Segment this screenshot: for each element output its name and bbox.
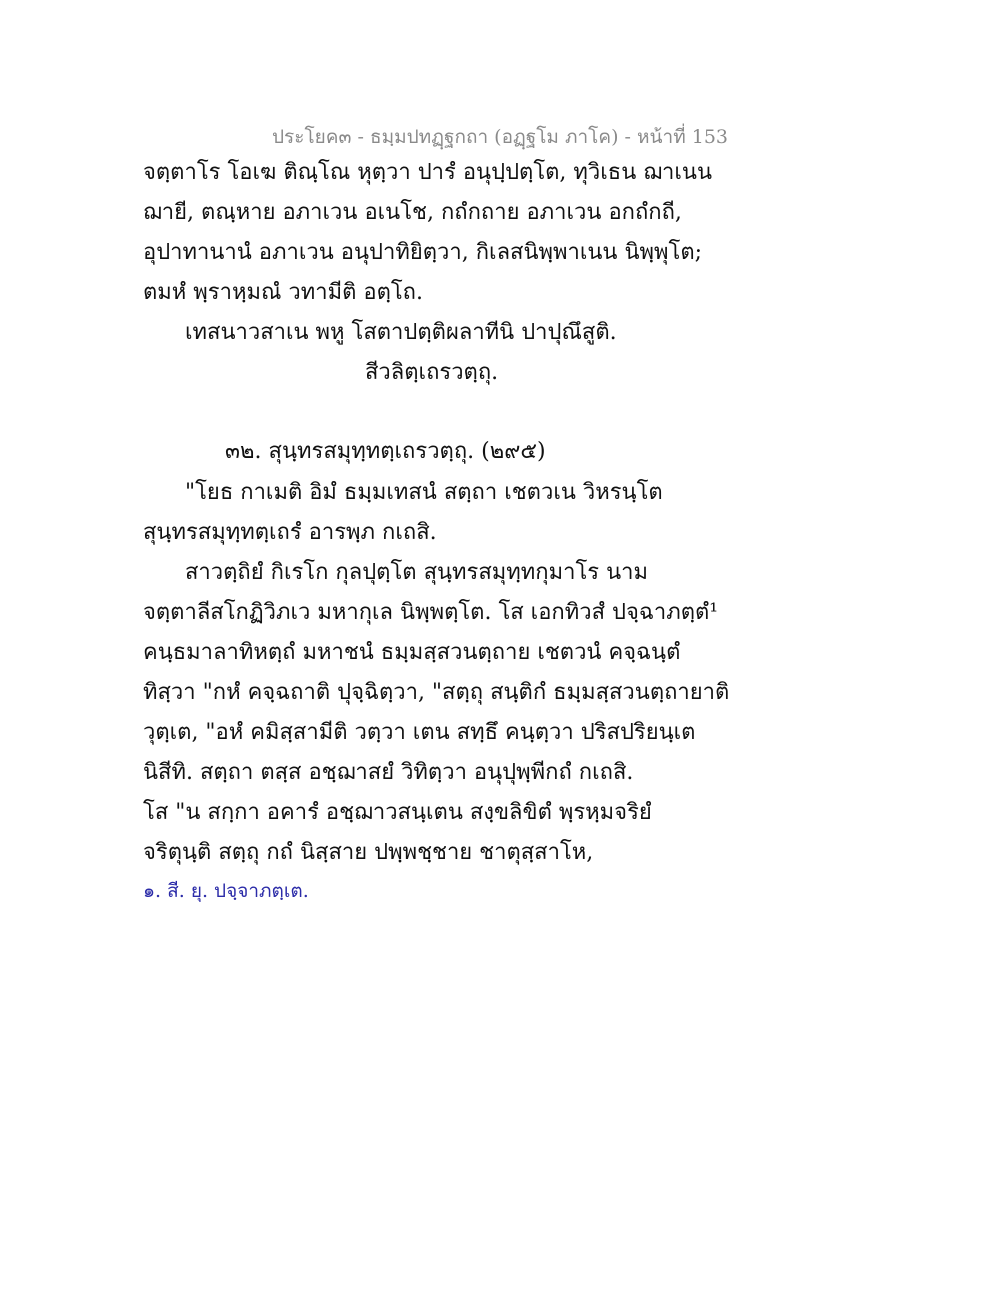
text-line: จตฺตาลีสโกฏิวิภเว มหากุเล นิพฺพตฺโต. โส เอกทิวสํ ปจฺฉาภตฺตํ¹ (143, 600, 719, 625)
text-line: วุตฺเต, "อหํ คมิสฺสามีติ วตฺวา เตน สทฺธึ คนฺตฺวา ปริสปริยนฺเต (143, 720, 696, 745)
footnote: ๑. สี. ยุ. ปจฺจาภตฺเต. (143, 880, 309, 902)
text-line: คนฺธมาลาทิหตฺถํ มหาชนํ ธมฺมสฺสวนตฺถาย เชตวนํ คจฺฉนฺตํ (143, 640, 681, 665)
text-line: ฌายี, ตณฺหาย อภาเวน อเนโช, กถํกถาย อภาเวน อกถํกถี, (143, 200, 682, 225)
section-heading: ๓๒. สุนฺทรสมุทฺทตฺเถรวตฺถุ. (๒๙๕) (225, 439, 546, 464)
text-line: "โยธ กาเมติ อิมํ ธมฺมเทสนํ สตฺถา เชตวเน วิหรนฺโต (185, 480, 663, 505)
text-line: สาวตฺถิยํ กิเรโก กุลปุตฺโต สุนฺทรสมุทฺทกุมาโร นาม (185, 560, 648, 585)
story-end-title: สีวลิตฺเถรวตฺถุ. (365, 360, 499, 385)
text-line: เทสนาวสาเน พหู โสตาปตฺติผลาทีนิ ปาปุณึสูติ. (185, 320, 617, 345)
text-line: นิสีทิ. สตฺถา ตสฺส อชฺฌาสยํ วิทิตฺวา อนุปุพฺพีกถํ กเถสิ. (143, 760, 634, 785)
text-line: ทิสฺวา "กหํ คจฺฉถาติ ปุจฺฉิตฺวา, "สตฺถุ สนฺติกํ ธมฺมสฺสวนตฺถายาติ (143, 680, 730, 705)
text-line: ตมหํ พฺราหฺมณํ วทามีติ อตฺโถ. (143, 280, 423, 305)
text-line: สุนฺทรสมุทฺทตฺเถรํ อารพฺภ กเถสิ. (143, 520, 437, 545)
text-line: อุปาทานานํ อภาเวน อนุปาทิยิตฺวา, กิเลสนิพฺพาเนน นิพฺพุโต; (143, 240, 703, 265)
text-line: โส "น สกฺกา อคารํ อชฺฌาวสนฺเตน สงฺขลิขิตํ พฺรหฺมจริยํ (143, 800, 652, 825)
text-line: จริตุนฺติ สตฺถุ กถํ นิสฺสาย ปพฺพชฺชาย ชาตุสฺสาโห, (143, 840, 594, 865)
text-line: จตฺตาโร โอเฆ ติณฺโณ หุตฺวา ปารํ อนุปฺปตฺโต, ทุวิเธน ฌาเนน (143, 160, 712, 185)
page-header: ประโยค๓ - ธมฺมปทฏฺฐกถา (อฏฺฐโม ภาโค) - หน้าที่ 153 (271, 126, 729, 148)
